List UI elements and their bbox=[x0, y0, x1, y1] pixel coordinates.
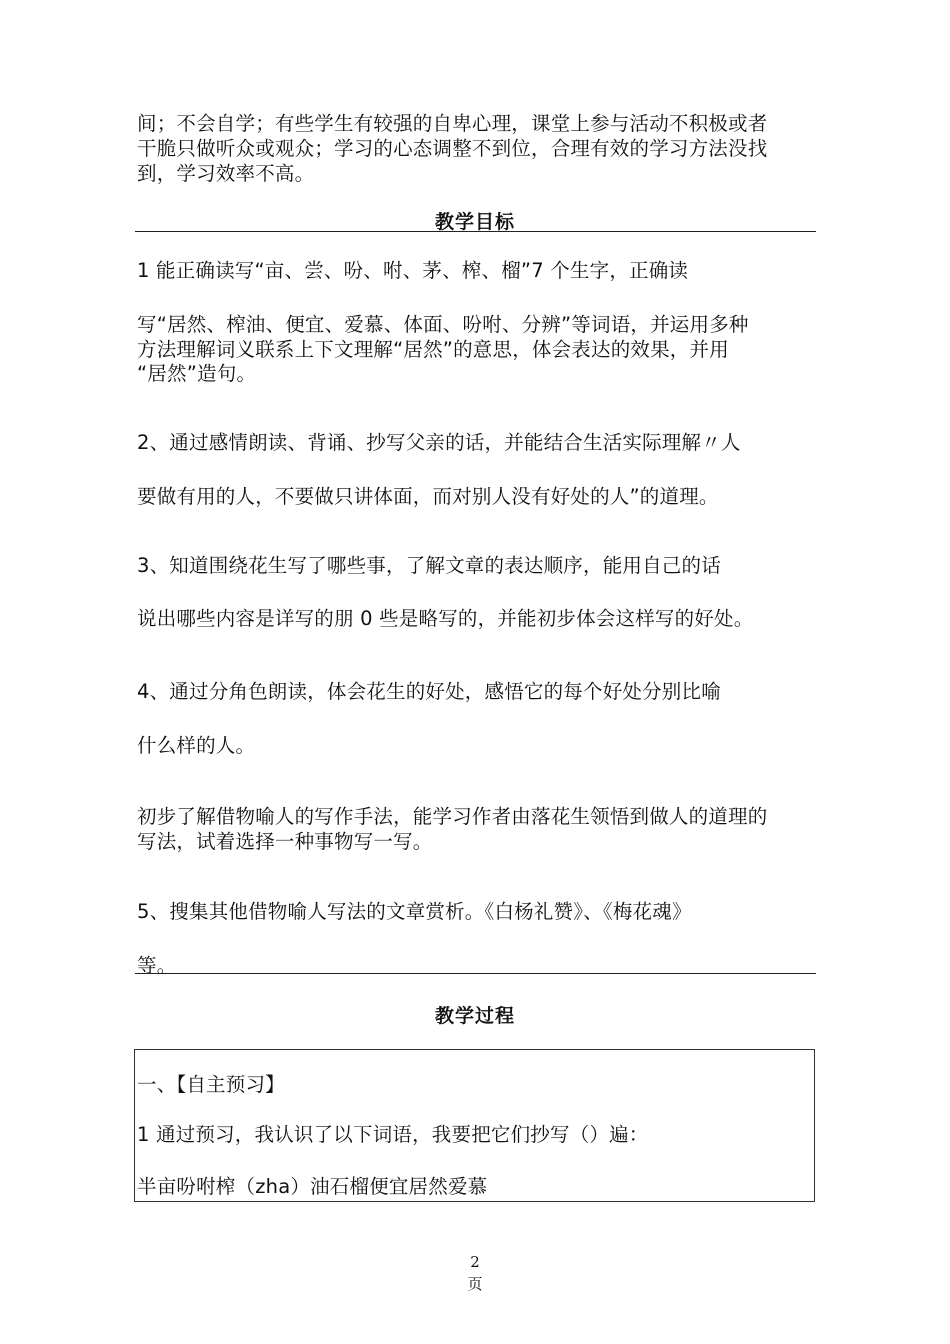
goals-heading-rule bbox=[135, 231, 816, 232]
process-heading: 教学过程 bbox=[434, 1005, 515, 1027]
intro-line-1: 间；不会自学；有些学生有较强的自卑心理，课堂上参与活动不积极或者 bbox=[137, 112, 768, 135]
preview-words: 半亩吩咐榨（zha）油石榴便宜居然爱慕 bbox=[137, 1175, 488, 1198]
goal-5-line-1: 5、搜集其他借物喻人写法的文章赏析。《白杨礼赞》、《梅花魂》 bbox=[137, 900, 692, 923]
preview-box bbox=[134, 1049, 815, 1202]
goal-2-line-2: 要做有用的人，不要做只讲体面，而对别人没有好处的人”的道理。 bbox=[137, 485, 719, 508]
goal-3-line-2: 说出哪些内容是详写的朋 0 些是略写的，并能初步体会这样写的好处。 bbox=[137, 607, 754, 630]
goal-1-line-3: 方法理解词义联系上下文理解“居然”的意思，体会表达的效果，并用 bbox=[137, 338, 729, 361]
page-label: 页 bbox=[467, 1275, 483, 1293]
goal-5-line-2: 等。 bbox=[137, 954, 177, 977]
goal-4-line-2: 什么样的人。 bbox=[137, 734, 256, 757]
preview-task: 1 通过预习，我认识了以下词语，我要把它们抄写（）遍： bbox=[137, 1123, 649, 1146]
goal-1-line-2: 写“居然、榨油、便宜、爱慕、体面、吩咐、分辨”等词语，并运用多种 bbox=[137, 313, 749, 336]
goals-heading: 教学目标 bbox=[434, 211, 515, 233]
goal-4-line-1: 4、通过分角色朗读，体会花生的好处，感悟它的每个好处分别比喻 bbox=[137, 680, 721, 703]
goal-2-line-1: 2、通过感情朗读、背诵、抄写父亲的话，并能结合生活实际理解〃人 bbox=[137, 431, 741, 454]
goal-1-line-1: 1 能正确读写“亩、尝、吩、咐、茅、榨、榴”7 个生字，正确读 bbox=[137, 259, 689, 282]
preview-section-title: 一、【自主预习】 bbox=[137, 1073, 285, 1096]
page-number: 2 bbox=[470, 1253, 480, 1271]
goal-extra-line-2: 写法，试着选择一种事物写一写。 bbox=[137, 830, 433, 853]
goals-bottom-rule bbox=[135, 973, 816, 974]
intro-line-2: 干脆只做听众或观众；学习的心态调整不到位，合理有效的学习方法没找 bbox=[137, 137, 768, 160]
goal-extra-line-1: 初步了解借物喻人的写作手法，能学习作者由落花生领悟到做人的道理的 bbox=[137, 805, 768, 828]
goal-3-line-1: 3、知道围绕花生写了哪些事，了解文章的表达顺序，能用自己的话 bbox=[137, 554, 721, 577]
intro-line-3: 到，学习效率不高。 bbox=[137, 162, 315, 185]
goal-1-line-4: “居然”造句。 bbox=[137, 362, 257, 385]
